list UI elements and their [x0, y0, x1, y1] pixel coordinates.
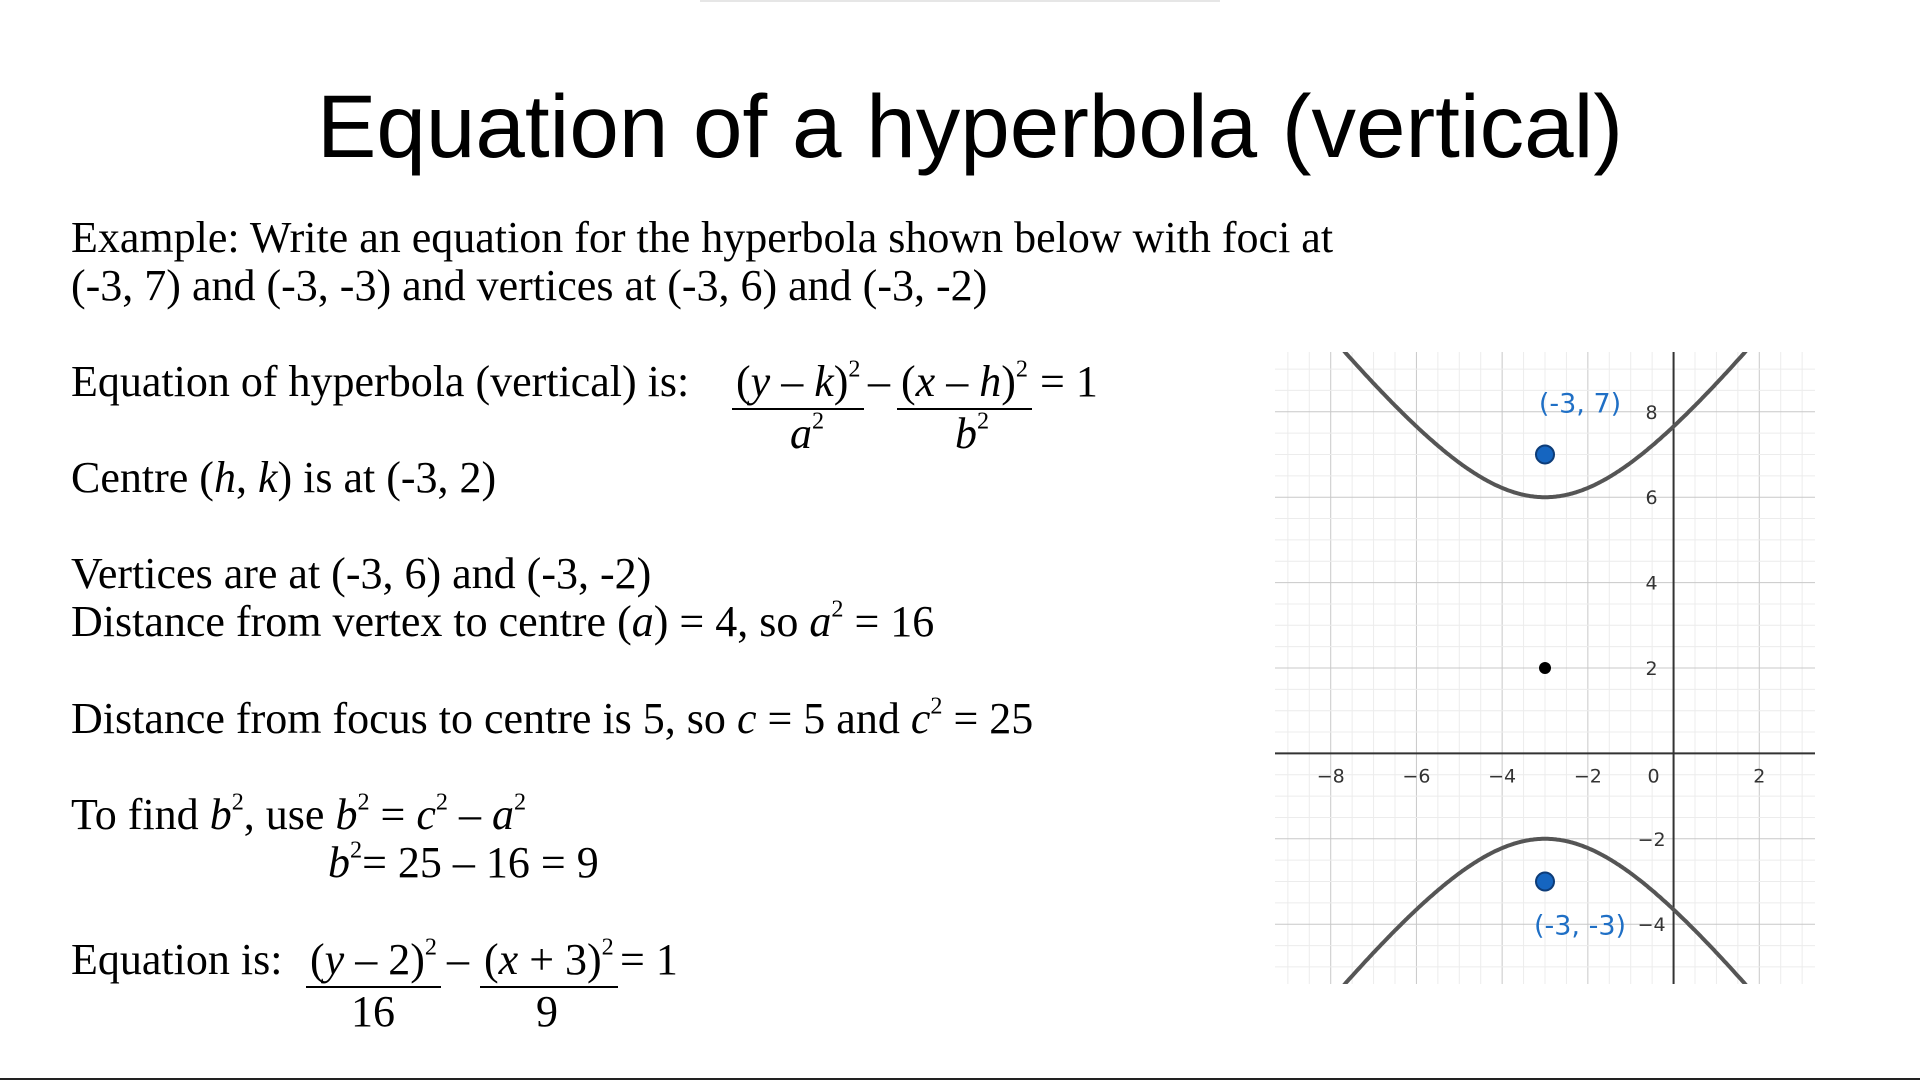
- x-tick-label: −4: [1488, 765, 1517, 788]
- fraction-x-h-over-b2: [897, 355, 1032, 458]
- find-b-line: To find $b^2$, use $b^2 = c^2 - a^2$: [71, 788, 527, 839]
- focus-label: (-3, 7): [1538, 388, 1622, 420]
- y-tick-label: −4: [1637, 914, 1666, 937]
- fraction-numerator: (y – 2)$^2$: [306, 938, 441, 988]
- hyperbola-graph: [1275, 352, 1815, 984]
- equals-one: = 1: [1040, 357, 1098, 406]
- y-tick-label: −2: [1637, 828, 1666, 851]
- fraction-numerator: (y – k)$^2$: [732, 360, 864, 410]
- top-rule: [700, 0, 1220, 2]
- x-tick-label: −8: [1316, 765, 1345, 788]
- graph-canvas: [1275, 352, 1815, 984]
- centre-point: [1539, 662, 1551, 674]
- example-line-1: Example: Write an equation for the hyperbola shown below with foci at: [71, 213, 1334, 262]
- fraction-denominator: 9: [536, 987, 558, 1036]
- fraction-denominator: $b^2$: [955, 407, 990, 458]
- focus-point: [1536, 873, 1554, 891]
- x-tick-label: −2: [1573, 765, 1602, 788]
- focus-label: (-3, -3): [1533, 910, 1627, 942]
- vertex-distance-line: Distance from vertex to centre (a) = 4, so $a^2 = 16$: [71, 595, 935, 646]
- minus-sign: –: [447, 935, 469, 984]
- final-equation-label: Equation is:: [71, 935, 283, 984]
- x-tick-label: 0: [1647, 765, 1660, 788]
- fraction-x-3-over-9: [480, 933, 618, 1036]
- fraction-y-k-over-a2: [732, 355, 864, 458]
- b-squared-calculation: $b^2= 25 - 16 = 9$: [328, 836, 599, 887]
- slide-title: Equation of a hyperbola (vertical): [316, 76, 1624, 176]
- example-line-2: (-3, 7) and (-3, -3) and vertices at (-3, 6) and (-3, -2): [71, 261, 988, 310]
- y-tick-label: 2: [1645, 658, 1658, 680]
- fraction-numerator: (x – h)$^2$: [897, 360, 1032, 410]
- x-tick-label: −6: [1402, 765, 1431, 788]
- focus-point: [1536, 445, 1554, 463]
- minus-sign: –: [868, 357, 890, 406]
- focus-distance-line: Distance from focus to centre is 5, so c = 5 and $c^2 = 25$: [71, 692, 1034, 743]
- y-tick-label: 4: [1645, 572, 1658, 595]
- fraction-denominator: $a^2$: [790, 407, 825, 458]
- vertices-line: Vertices are at (-3, 6) and (-3, -2): [71, 549, 652, 598]
- x-tick-label: 2: [1753, 765, 1766, 788]
- general-equation-label: Equation of hyperbola (vertical) is:: [71, 357, 690, 406]
- fraction-denominator: 16: [351, 987, 395, 1036]
- y-tick-label: 6: [1645, 487, 1658, 510]
- fraction-y-2-over-16: [306, 933, 441, 1036]
- centre-line: Centre (h, k) is at (-3, 2): [71, 453, 497, 502]
- fraction-numerator: $(x + 3)^2$: [480, 938, 618, 988]
- y-tick-label: 8: [1645, 401, 1658, 424]
- equals-one: = 1: [620, 935, 678, 984]
